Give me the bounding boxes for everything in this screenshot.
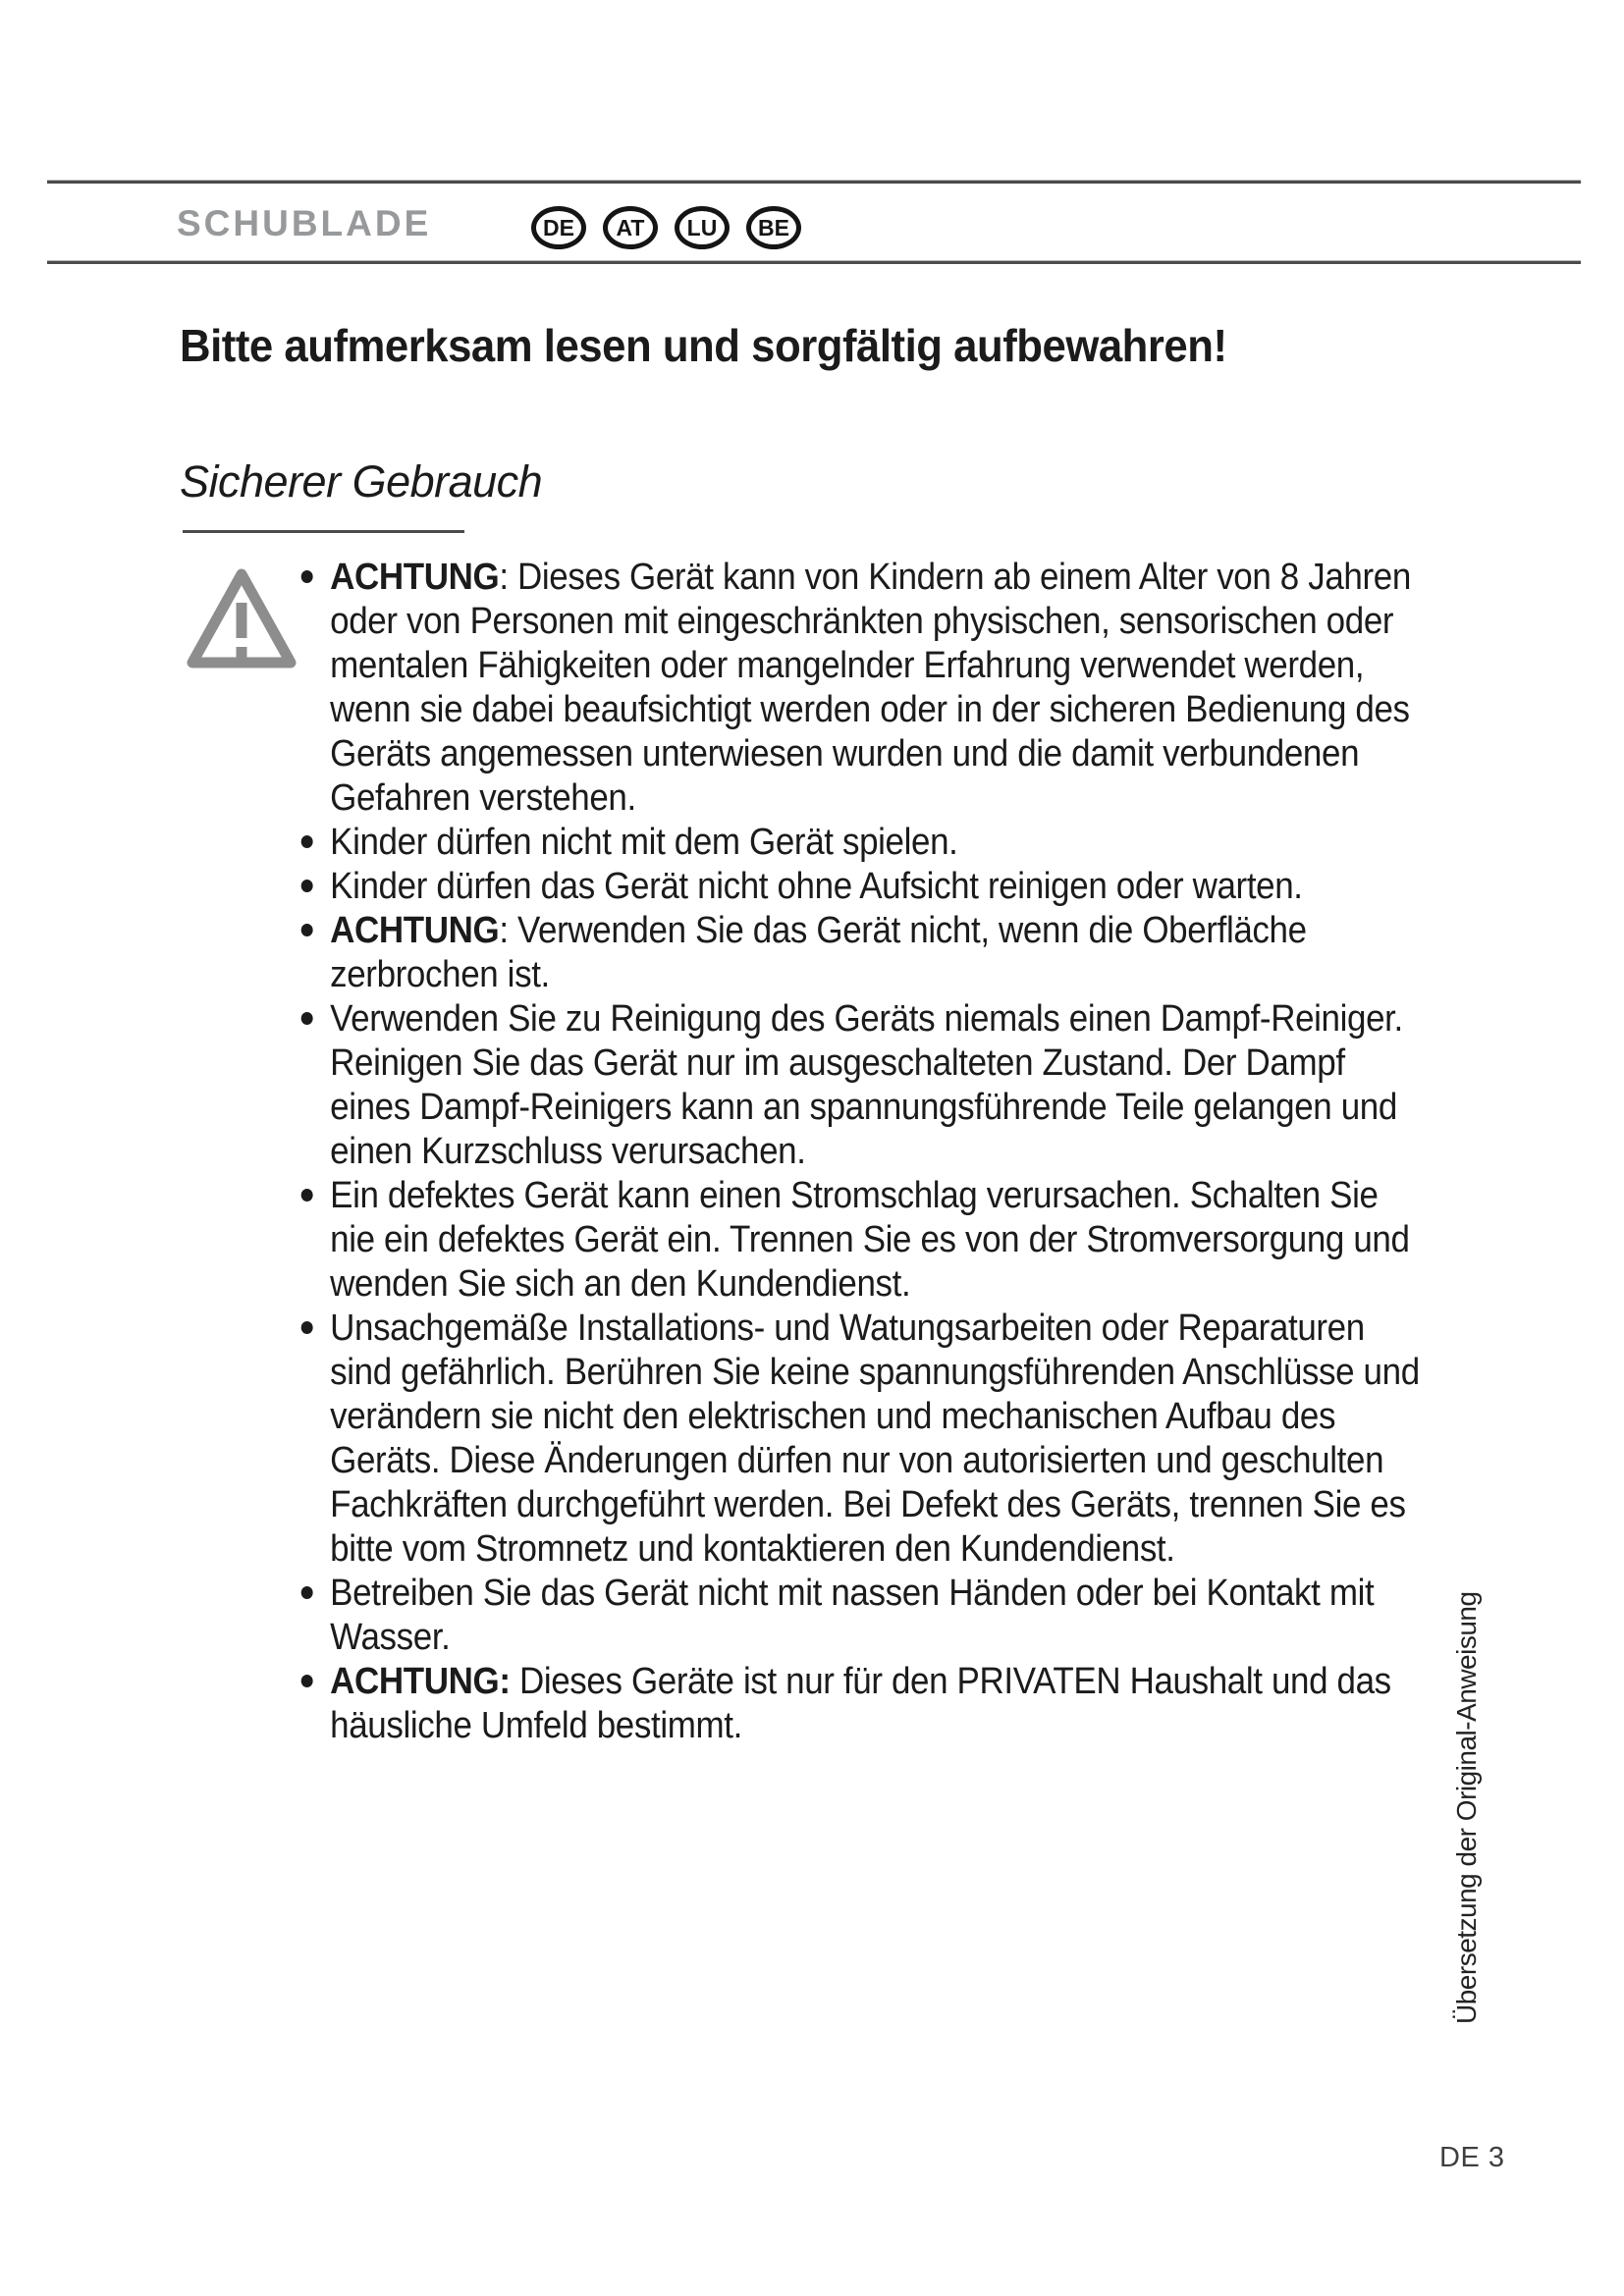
section-heading: Sicherer Gebrauch	[180, 456, 543, 507]
safety-item-text: : Verwenden Sie das Gerät nicht, wenn die Oberfläche zerbrochen ist.	[330, 910, 1307, 995]
safety-item-text: Unsachgemäße Installations- und Watungsarbeiten oder Reparaturen sind gefährlich. Berühren Sie keine spannungsführenden Anschlüsse und verändern sie nicht den elektrischen und mechanischen Aufbau des Geräts. Diese Änderungen dürfen nur von autorisierten und geschulten Fachkräften durchgeführt werden. Bei Defekt des Geräts, trennen Sie es bitte vom Stromnetz und kontaktieren den Kundendienst.	[330, 1308, 1420, 1570]
safety-item-bold-prefix: ACHTUNG	[330, 910, 500, 951]
country-badge: LU	[675, 206, 730, 249]
country-badge: AT	[603, 206, 658, 249]
country-badge: DE	[531, 206, 586, 249]
section-title: SCHUBLADE	[177, 203, 432, 243]
safety-item-text: : Dieses Gerät kann von Kindern ab einem Alter von 8 Jahren oder von Personen mit eingeschränkten physischen, sensorischen oder mentalen Fähigkeiten oder mangelnder Erfahrung verwendet werden, wenn sie dabei beaufsichtigt werden oder in der sicheren Bedienung des Geräts angemessen unterwiesen wurden und die damit verbundenen Gefahren verstehen.	[330, 557, 1411, 819]
safety-list-item	[298, 1307, 1427, 1572]
sidebar-note: Übersetzung der Original-Anweisung	[1451, 1591, 1482, 2024]
warning-triangle-icon	[184, 566, 299, 670]
safety-item-text: Betreiben Sie das Gerät nicht mit nassen Händen oder bei Kontakt mit Wasser.	[330, 1573, 1375, 1658]
safety-item-bold-prefix: ACHTUNG	[330, 557, 500, 598]
safety-list-item	[298, 909, 1427, 997]
safety-item-text: Dieses Geräte ist nur für den PRIVATEN Haushalt und das häusliche Umfeld bestimmt.	[330, 1661, 1391, 1746]
country-badges	[531, 206, 801, 249]
safety-item-text: Kinder dürfen das Gerät nicht ohne Aufsicht reinigen oder warten.	[330, 866, 1303, 907]
country-badge: BE	[746, 206, 801, 249]
header-divider-top	[47, 180, 1581, 184]
header-divider-bottom	[47, 260, 1581, 264]
page-title: Bitte aufmerksam lesen und sorgfältig aufbewahren!	[180, 320, 1227, 371]
safety-list-item	[298, 556, 1427, 821]
safety-list-item	[298, 1572, 1427, 1660]
safety-item-text: Verwenden Sie zu Reinigung des Geräts niemals einen Dampf-Reiniger. Reinigen Sie das Gerät nur im ausgeschalteten Zustand. Der Dampf eines Dampf-Reinigers kann an spannungsführende Teile gelangen und einen Kurzschluss verursachen.	[330, 998, 1403, 1172]
safety-list-item	[298, 1660, 1427, 1748]
safety-list	[298, 556, 1427, 1748]
page-number: DE 3	[1439, 2142, 1505, 2173]
safety-list-item	[298, 1174, 1427, 1307]
safety-list-item	[298, 997, 1427, 1174]
safety-list-item	[298, 865, 1427, 909]
safety-item-text: Kinder dürfen nicht mit dem Gerät spielen.	[330, 822, 958, 863]
safety-item-bold-prefix: ACHTUNG:	[330, 1661, 511, 1702]
heading-underline	[183, 530, 464, 533]
safety-item-text: Ein defektes Gerät kann einen Stromschlag verursachen. Schalten Sie nie ein defektes Gerät ein. Trennen Sie es von der Stromversorgung und wenden Sie sich an den Kundendienst.	[330, 1175, 1410, 1305]
safety-list-item	[298, 821, 1427, 865]
